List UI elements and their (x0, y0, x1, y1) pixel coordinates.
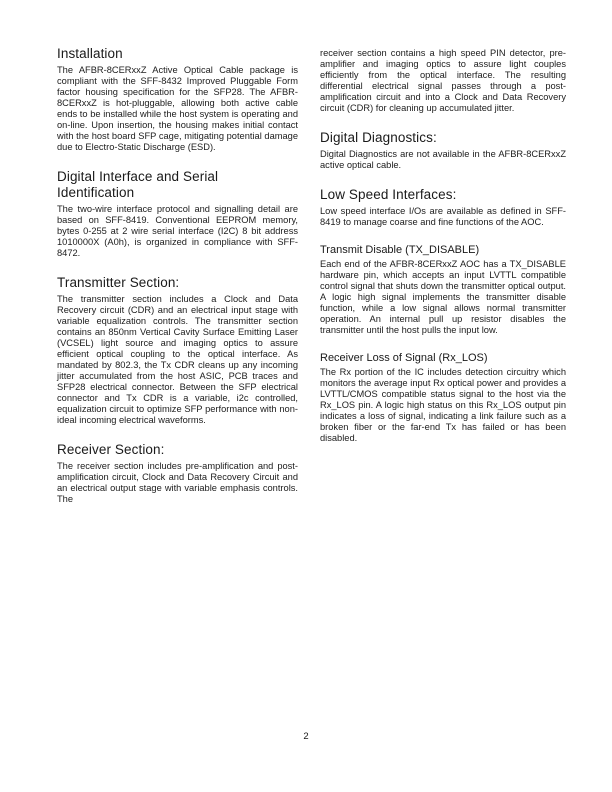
section-transmit-disable (320, 244, 566, 336)
section-heading: Installation (57, 46, 123, 61)
section-body: The two-wire interface protocol and signalling detail are based on SFF-8419. Conventional EEPROM memory, bytes 0-255 at 2 wire serial interface (I2C) 8 bit address 1010000X (A0h), is organized in compliance with SFF-8472. (57, 204, 298, 258)
section-body: Low speed interface I/Os are available as defined in SFF-8419 to manage coarse and fine functions of the AOC. (320, 206, 566, 227)
section-receiver-loss-of-signal (320, 352, 566, 444)
section-body: The transmitter section includes a Clock and Data Recovery circuit (CDR) and an electrical input stage with variable equalization controls. The transmitter section contains an 850nm Vertical Cavity Surface Emitting Laser (VCSEL) light source and imaging optics to assure efficient optical coupling to the optical interface. As mandated by 802.3, the Tx CDR cleans up any incoming jitter accumulated from the host ASIC, PCB traces and SFP28 electrical connector. Between the SFP electrical connector and Tx CDR is a variable, i2c controlled, equalization circuit to optimize SFP performance with non-ideal incoming electrical waveforms. (57, 294, 298, 425)
section-subheading: Receiver Loss of Signal (Rx_LOS) (320, 352, 488, 364)
section-digital-diagnostics (320, 130, 566, 171)
section-transmitter (57, 275, 298, 426)
section-receiver-continued (320, 46, 566, 114)
right-column (320, 46, 566, 505)
section-body: The receiver section includes pre-amplification and post-amplification circuit, Clock and Data Recovery Circuit and an electrical output stage with variable emphasis controls. The (57, 461, 298, 504)
section-receiver (57, 442, 298, 505)
left-column (57, 46, 298, 505)
section-heading: Digital Interface and Serial Identification (57, 169, 219, 200)
section-heading: Low Speed Interfaces: (320, 187, 457, 202)
section-installation (57, 46, 298, 153)
section-body: Each end of the AFBR-8CERxxZ AOC has a TX_DISABLE hardware pin, which accepts an input LVTTL compatible control signal that shuts down the transmitter optical output. A logic high signal implements the transmitter disable function, while a low signal allows normal transmitter operation. An internal pull up resistor disables the transmitter until the host pulls the input low. (320, 259, 566, 335)
two-column-layout (57, 46, 566, 505)
section-digital-interface (57, 169, 298, 259)
section-heading: Digital Diagnostics: (320, 130, 437, 145)
section-body: The AFBR-8CERxxZ Active Optical Cable package is compliant with the SFF-8432 Improved Pluggable Form factor housing specification for the SFP28. The AFBR-8CERxxZ is hot-pluggable, allowing both active cable ends to be installed while the host system is operating and on-line. Upon insertion, the housing makes initial contact with the host board SFP cage, mitigating potential damage due to Electro-Static Discharge (ESD). (57, 65, 298, 152)
section-low-speed-interfaces (320, 187, 566, 228)
section-heading: Transmitter Section: (57, 275, 180, 290)
page-number: 2 (303, 731, 309, 742)
section-subheading: Transmit Disable (TX_DISABLE) (320, 244, 480, 256)
section-heading: Receiver Section: (57, 442, 165, 457)
section-body: Digital Diagnostics are not available in the AFBR-8CERxxZ active optical cable. (320, 149, 566, 170)
section-body: The Rx portion of the IC includes detection circuitry which monitors the average input Rx optical power and provides a LVTTL/CMOS compatible status signal to the host via the Rx_LOS pin. A logic high status on this Rx_LOS output pin indicates a loss of signal, indicating a link failure such as a broken fiber or the far-end Tx has failed or has been disabled. (320, 367, 566, 443)
section-body: receiver section contains a high speed PIN detector, pre-amplifier and imaging optics to assure light couples efficiently from the optical interface. The resulting differential electrical signal passes through a post-amplification circuit and into a Clock and Data Recovery circuit (CDR) for cleaning up accumulated jitter. (320, 48, 566, 113)
